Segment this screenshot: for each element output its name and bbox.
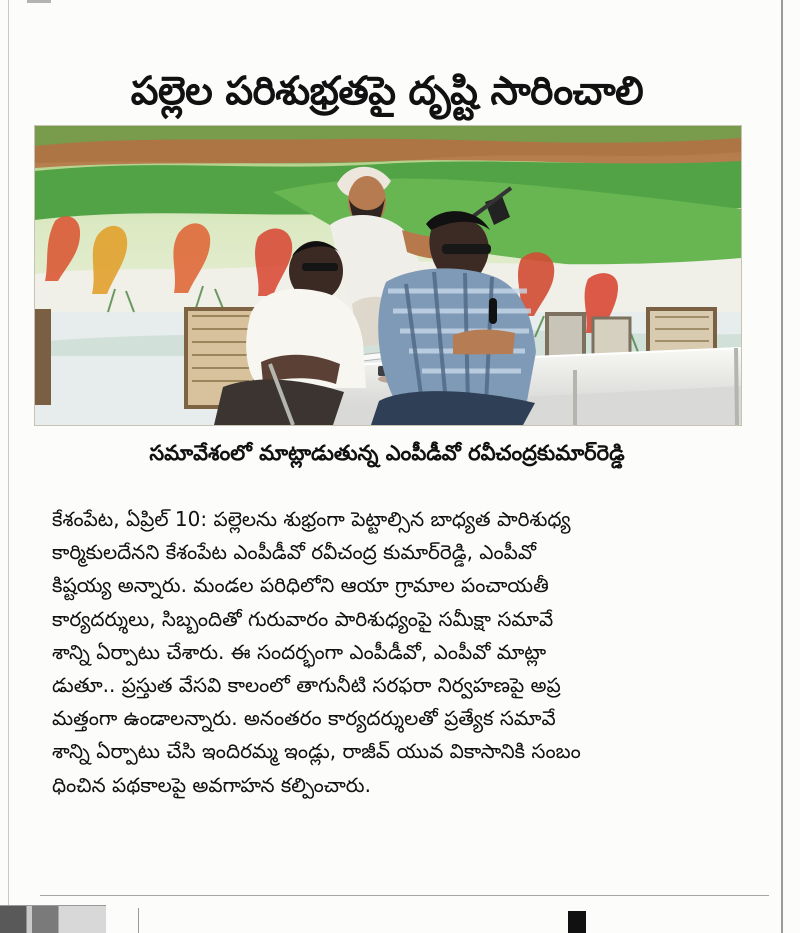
meeting-photo: [34, 125, 742, 426]
left-column-rule: [8, 0, 9, 933]
article-line: కిష్టయ్య అన్నారు. మండల పరిధిలోని ఆయా గ్రామాల పంచాయతీ: [52, 573, 549, 598]
article-line: కేశంపేట, ఏప్రిల్ 10: పల్లెలను శుభ్రంగా పెట్టాల్సిన బాధ్యత పారిశుధ్య: [52, 507, 571, 531]
article-line: కార్యదర్శులు, సిబ్బందితో గురువారం పారిశుధ్యంపై సమీక్షా సమావే: [52, 606, 554, 631]
bottom-right-clipped-mark: [568, 911, 586, 933]
article-line: ధించిన పథకాలపై అవగాహన కల్పించారు.: [52, 772, 371, 797]
meeting-photo-illustration: [35, 126, 741, 425]
top-cut-mark: [27, 0, 51, 3]
article-line: డుతూ.. ప్రస్తుత వేసవి కాలంలో తాగునీటి సరఫరా నిర్వహణపై అప్ర: [52, 672, 561, 697]
article-line: కార్మికులదేనని కేశంపేట ఎంపీడీవో రవీచంద్ర కుమార్‌రెడ్డి, ఎంపీవో: [52, 540, 537, 565]
article-line: శాన్ని ఏర్పాటు చేశారు. ఈ సందర్భంగా ఎంపీడీవో, ఎంపీవో మాట్లా: [52, 639, 547, 664]
photo-caption: సమావేశంలో మాట్లాడుతున్న ఎంపీడీవో రవీచంద్రకుమార్‌రెడ్డి: [149, 441, 625, 465]
bottom-left-clipped-image: [0, 905, 106, 933]
article-body: [52, 503, 742, 802]
article-line: మత్తంగా ఉండాలన్నారు. అనంతరం కార్యదర్శులతో ప్రత్యేక సమావే: [52, 706, 556, 731]
bottom-divider: [40, 895, 769, 896]
article-headline: పల్లెల పరిశుభ్రతపై దృష్టి సారించాలి: [130, 69, 644, 115]
article-line: శాన్ని ఏర్పాటు చేసి ఇందిరమ్మ ఇండ్లు, రాజీవ్ యువ వికాసానికి సంబం: [52, 739, 581, 764]
right-column-rule: [781, 0, 783, 933]
bottom-column-rule: [138, 908, 139, 933]
